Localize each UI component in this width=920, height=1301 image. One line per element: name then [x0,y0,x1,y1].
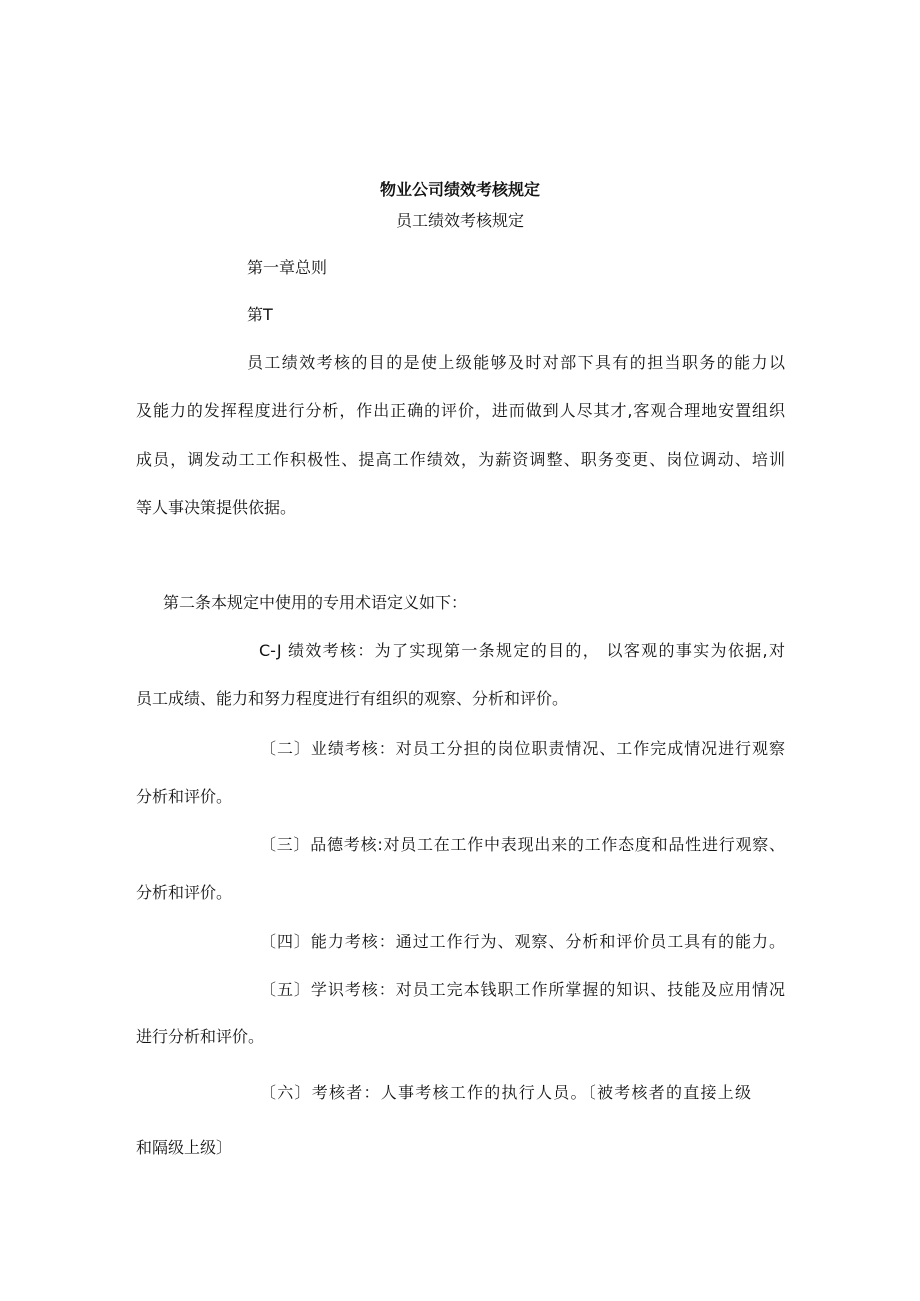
article-2-heading: 第二条本规定中使用的专用术语定义如下： [163,593,468,612]
definition-2-line-2: 分析和评价。 [136,787,233,806]
document-title: 物业公司绩效考核规定 [379,180,540,199]
definition-1-line-1: C-J 绩效考核：为了实现第一条规定的目的， 以客观的事实为依据,对 [259,641,785,660]
definition-2-line-1: 〔二〕业绩考核：对员工分担的岗位职责情况、工作完成情况进行观察 [260,739,785,758]
article-1-line-1: 员工绩效考核的目的是使上级能够及时对部下具有的担当职务的能力以 [247,353,785,372]
definition-6-line-2: 和隔级上级〕 [136,1138,233,1157]
chapter-heading: 第一章总则 [247,258,328,277]
definition-3-line-1: 〔三〕品德考核:对员工在工作中表现出来的工作态度和品性进行观察、 [260,835,785,854]
article-1-label: 第T [247,305,273,324]
definition-4-line-1: 〔四〕能力考核：通过工作行为、观察、分析和评价员工具有的能力。 [260,932,785,951]
definition-3-line-2: 分析和评价。 [136,883,233,902]
definition-1-line-2: 员工成绩、能力和努力程度进行有组织的观察、分析和评价。 [136,689,569,708]
article-1-line-4: 等人事决策提供依据。 [136,498,297,517]
definition-6-line-1: 〔六〕考核者：人事考核工作的执行人员。〔被考核者的直接上级 [260,1083,751,1102]
article-1-line-2: 及能力的发挥程度进行分析，作出正确的评价，进而做到人尽其才,客观合理地安置组织 [136,401,785,420]
document-subtitle: 员工绩效考核规定 [395,211,524,230]
definition-5-line-2: 进行分析和评价。 [136,1027,265,1046]
definition-5-line-1: 〔五〕学识考核：对员工完本钱职工作所掌握的知识、技能及应用情况 [260,980,785,999]
article-1-line-3: 成员，调发动工工作积极性、提高工作绩效，为薪资调整、职务变更、岗位调动、培训 [136,450,785,469]
